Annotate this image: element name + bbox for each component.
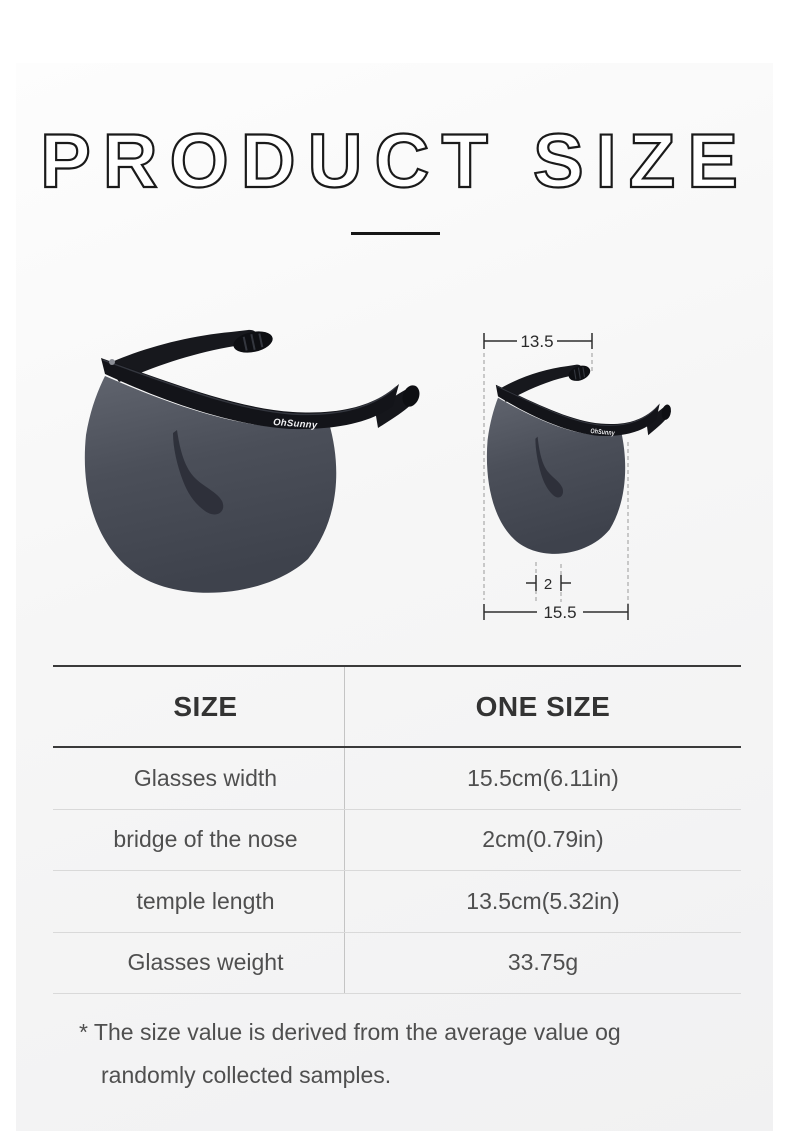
row-value-nose-bridge: 2cm(0.79in) [482, 826, 604, 853]
hinge-screw [109, 359, 115, 365]
product-photo-dimensions [440, 312, 760, 642]
dim-nose-bridge [526, 562, 571, 602]
title-underline [351, 232, 440, 235]
brand-logo-text: OhSunny [272, 417, 318, 432]
table-row [53, 871, 741, 933]
row-label-temple-length: temple length [53, 871, 345, 932]
row-value-glasses-weight: 33.75g [507, 949, 579, 976]
row-label-glasses-width: Glasses width [53, 748, 345, 809]
table-header-row [53, 667, 741, 748]
row-label-glasses-weight: Glasses weight [53, 933, 345, 994]
table-row [53, 933, 741, 995]
row-value-glasses-width: 15.5cm(6.11in) [467, 764, 619, 791]
footnote [79, 1011, 739, 1097]
page-title: PRODUCT SIZE [40, 119, 750, 204]
dim-nose-bridge-label: 2 [543, 576, 553, 593]
dim-temple-length-label: 13.5 [520, 332, 554, 351]
table-row [53, 810, 741, 872]
glasses-small [487, 363, 673, 554]
table-header-size: SIZE [53, 667, 345, 746]
product-photo-main [45, 318, 425, 618]
brand-logo-text-small: OhSunny [590, 427, 615, 438]
footnote-line-2: randomly collected samples. [101, 1062, 392, 1088]
row-label-nose-bridge: bridge of the nose [53, 810, 345, 871]
table-row [53, 748, 741, 810]
size-table [53, 665, 741, 994]
row-value-temple-length: 13.5cm(5.32in) [466, 887, 620, 914]
table-header-one-size: ONE SIZE [475, 690, 611, 722]
footnote-line-1: * The size value is derived from the average value og [79, 1019, 621, 1045]
dim-glasses-width-label: 15.5 [543, 603, 577, 622]
